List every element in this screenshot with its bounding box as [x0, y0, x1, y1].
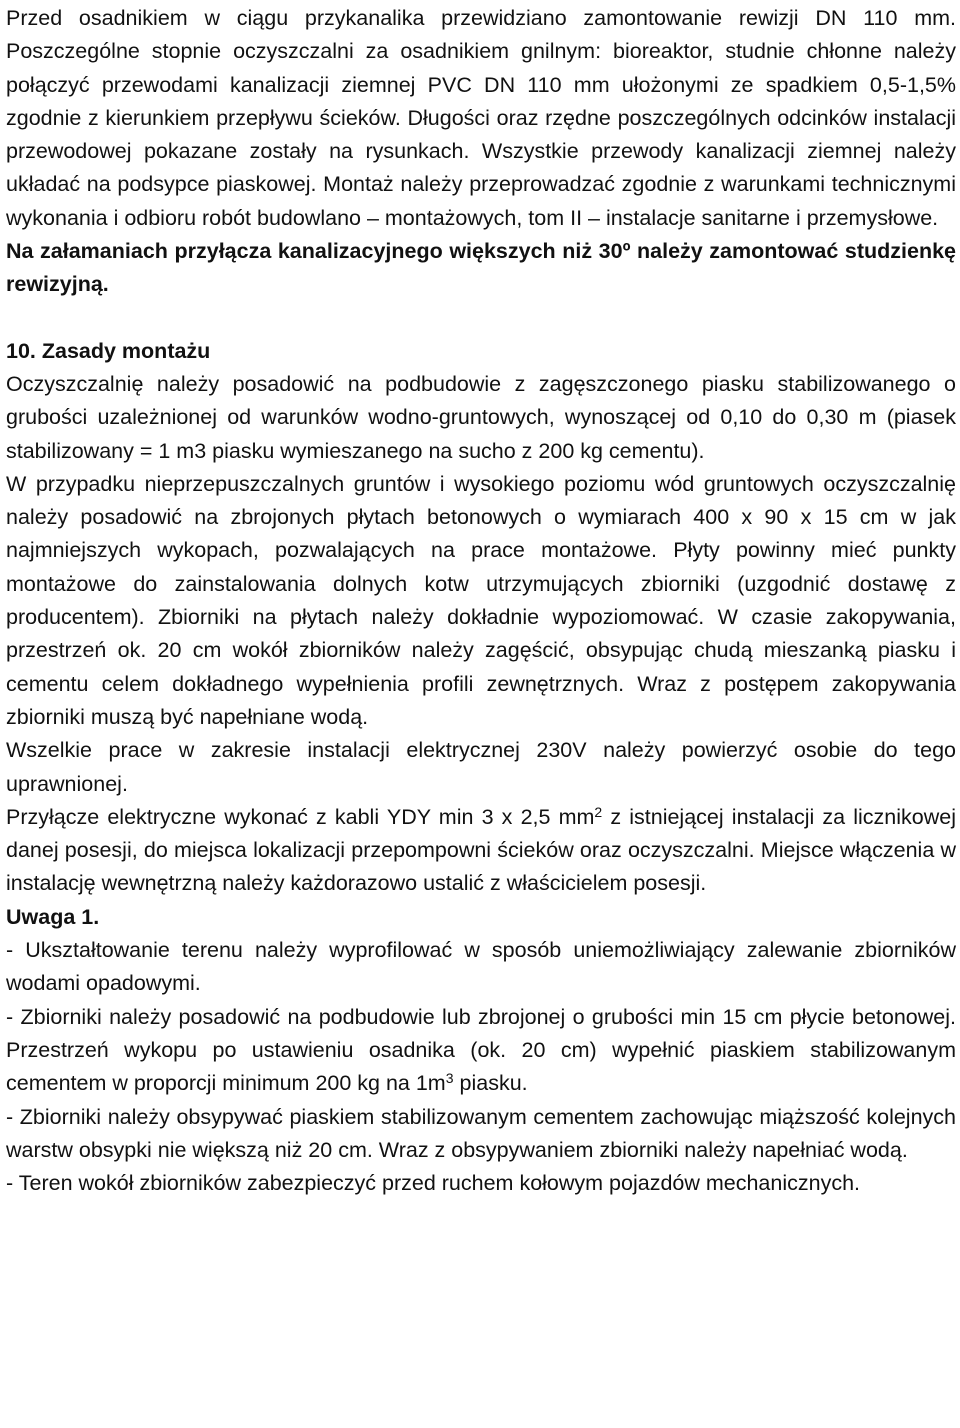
paragraph-przykanalik: Przed osadnikiem w ciągu przykanalika przewidziano zamontowanie rewizji DN 110 mm. Poszczególne stopnie oczyszczalni za osadnikiem gnilnym: bioreaktor, studnie chłonne należy połączyć przewodami kanalizacji ziemnej PVC DN 110 mm ułożonymi ze spadkiem 0,5-1,5% zgodnie z kierunkiem przepływu ścieków. Długości oraz rzędne poszczególnych odcinków instalacji przewodowej pokazane zostały na rysunkach. Wszystkie przewody kanalizacji ziemnej należy układać na podsypce piaskowej. Montaż należy przeprowadzać zgodnie z warunkami technicznymi wykonania i odbioru robót budowlano – montażowych, tom II – instalacje sanitarne i przemysłowe.	[6, 6, 956, 230]
przylacze-text-end: z istniejącej instalacji za licznikowej danej posesji, do miejsca lokalizacji przepompowni ścieków oraz oczyszczalni. Miejsce włączenia w instalację wewnętrzną należy każdorazowo ustalić z właścicielem posesji.	[6, 804, 956, 896]
uwaga-item-1: - Ukształtowanie terenu należy wyprofilować w sposób uniemożliwiający zalewanie zbiorników wodami opadowymi.	[6, 938, 956, 996]
przylacze-text-start: Przyłącze elektryczne wykonać z kabli YDY min 3 x 2,5 mm	[6, 804, 595, 829]
paragraph-podbudowa: Oczyszczalnię należy posadowić na podbudowie z zagęszczonego piasku stabilizowanego o grubości uzależnionej od warunków wodno-gruntowych, wynoszącej od 0,10 do 0,30 m (piasek stabilizowany = 1 m3 piasku wymieszanego na sucho z 200 kg cementu).	[6, 371, 956, 463]
paragraph-grunty-nieprzepuszczalne: W przypadku nieprzepuszczalnych gruntów i wysokiego poziomu wód gruntowych oczyszczalnię należy posadowić na zbrojonych płytach betonowych o wymiarach 400 x 90 x 15 cm w jak najmniejszych wykopach, pozwalających na prace montażowe. Płyty powinny mieć punkty montażowe do zainstalowania dolnych kotw utrzymujących zbiorniki (uzgodnić dostawę z producentem). Zbiorniki na płytach należy dokładnie wypoziomować. W czasie zakopywania, przestrzeń ok. 20 cm wokół zbiorników należy zagęścić, obsypując chudą mieszanką piasku i cementu celem dokładnego wypełnienia profili zewnętrznych. Wraz z postępem zakopywania zbiorniki muszą być napełniane wodą.	[6, 471, 956, 729]
uwaga-item-3: - Zbiorniki należy obsypywać piaskiem stabilizowanym cementem zachowując miąższość kolejnych warstw obsypki nie większą niż 20 cm. Wraz z obsypywaniem zbiorniki należy napełniać wodą.	[6, 1104, 956, 1162]
document-page	[6, 2, 956, 1200]
uwaga-item-2	[6, 1001, 956, 1101]
paragraph-przylacze-elektryczne	[6, 801, 956, 901]
paragraph-instalacja-elektryczna: Wszelkie prace w zakresie instalacji elektrycznej 230V należy powierzyć osobie do tego uprawnionej.	[6, 738, 956, 796]
uwaga-item-4: - Teren wokół zbiorników zabezpieczyć przed ruchem kołowym pojazdów mechanicznych.	[6, 1171, 861, 1196]
uwaga-heading: Uwaga 1.	[6, 904, 100, 929]
superscript-3: 3	[445, 1070, 454, 1087]
paragraph-studzienka-rewizyjna: Na załamaniach przyłącza kanalizacyjnego większych niż 30º należy zamontować studzienkę rewizyjną.	[6, 239, 956, 297]
uwaga-item-2-text-end: piasku.	[453, 1071, 528, 1096]
section-heading-zasady-montazu: 10. Zasady montażu	[6, 338, 211, 363]
uwaga-item-2-text-start: - Zbiorniki należy posadowić na podbudowie lub zbrojonej o grubości min 15 cm płycie betonowej. Przestrzeń wykopu po ustawieniu osadnika (ok. 20 cm) wypełnić piaskiem stabilizowanym cementem w proporcji minimum 200 kg na 1m	[6, 1004, 956, 1096]
superscript-2: 2	[594, 803, 603, 820]
